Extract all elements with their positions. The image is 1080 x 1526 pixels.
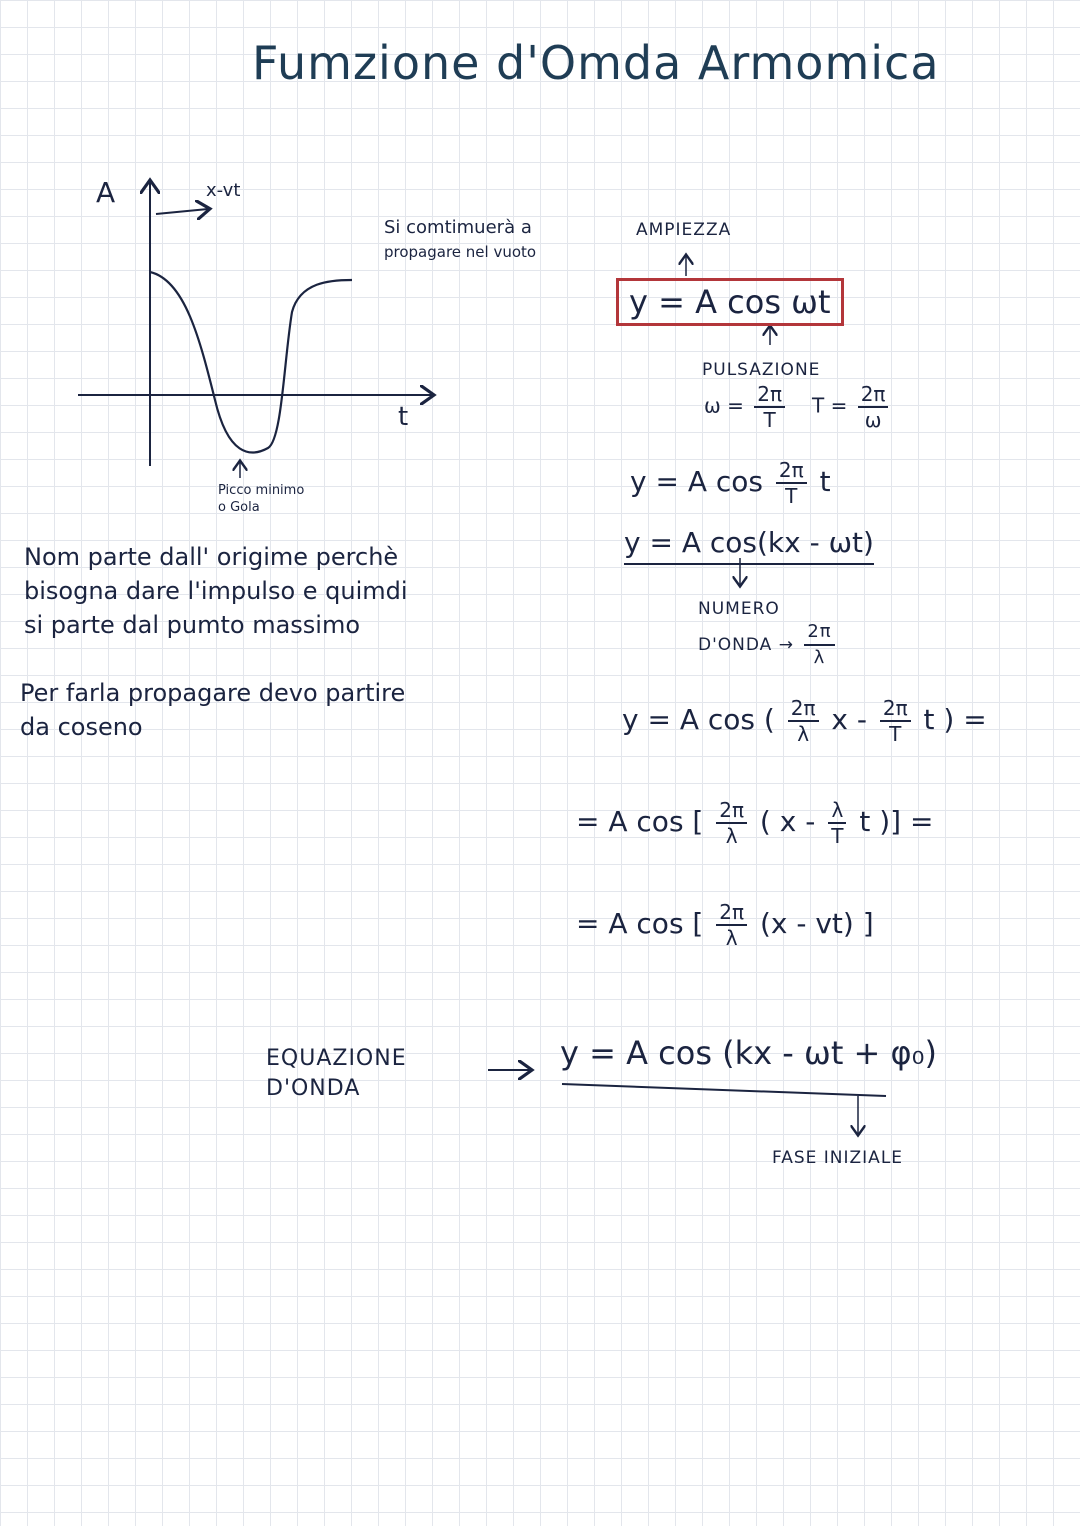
eq-step2: = A cos [ $\frac{2\pi}{\lambda}$ (x - vt) ] [576, 900, 874, 950]
eq-expanded-frac1-num: 2π [788, 696, 819, 722]
eq-expanded-frac1 [788, 696, 819, 746]
omega-definition [704, 382, 789, 432]
numero-arrow-symbol: → [778, 635, 794, 655]
main-equation: y = A cos ωt [616, 278, 844, 326]
eq-step2-frac [716, 900, 747, 950]
omega-denominator: T [763, 408, 776, 432]
eq-step1-frac1-den: λ [725, 824, 738, 848]
omega-numerator: 2π [754, 382, 785, 408]
omega-fraction [754, 382, 785, 432]
origin-note-line1: Nom parte dall' origime perchè [24, 543, 399, 571]
eq-expanded-equals: = [963, 703, 987, 736]
eq-step1-frac1 [716, 798, 747, 848]
wave-curve [150, 272, 352, 452]
fase-label: FASE INIZIALE [772, 1148, 904, 1168]
eq-step1-frac2 [828, 798, 846, 848]
motion-label: x-vt [206, 180, 241, 201]
eq-step2-lhs: = A cos [576, 907, 684, 940]
eq-expanded-x: x - [831, 703, 867, 736]
eq-step2-mid: (x - vt) [759, 907, 854, 940]
k-denominator: λ [813, 647, 826, 668]
eq-step1-lhs: = A cos [576, 805, 684, 838]
numero-label-line2-text: D'ONDA [698, 635, 773, 655]
trough-label-line1: Picco minimo [218, 483, 305, 498]
eq-expanded-lhs: y = A cos [622, 703, 755, 736]
cosine-note-line1: Per farla propagare devo partire [20, 679, 406, 707]
ampiezza-label: AMPIEZZA [636, 220, 732, 240]
k-fraction [804, 620, 834, 670]
numero-label [698, 598, 839, 670]
eq-period-rhs: t [819, 465, 831, 498]
eq-step2-frac-den: λ [725, 926, 738, 950]
eq-step1-equals: = [910, 805, 934, 838]
period-fraction [858, 382, 889, 432]
equazione-label-line1: EQUAZIONE [266, 1046, 407, 1071]
eq-period-lhs: y = A cos [630, 465, 763, 498]
eq-expanded-frac2 [880, 696, 911, 746]
k-numerator: 2π [804, 620, 834, 646]
propagation-note-line1: Si comtimuerà a [384, 217, 532, 238]
numero-label-line2 [698, 620, 839, 670]
trough-label [218, 482, 304, 516]
period-definition [812, 382, 892, 432]
eq-period [630, 458, 831, 508]
propagation-note-line2: propagare nel vuoto [384, 243, 537, 261]
eq-expanded-frac1-den: λ [797, 722, 810, 746]
eq-expanded-frac2-den: T [889, 722, 902, 746]
equazione-label [266, 1044, 407, 1104]
pulsazione-label: PULSAZIONE [702, 360, 821, 380]
origin-note-line3: si parte dal pumto massimo [24, 611, 361, 639]
period-lhs: T = [812, 393, 848, 418]
final-equation: y = A cos (kx - ωt + φ₀) [560, 1034, 937, 1072]
eq-period-denominator: T [785, 484, 798, 508]
omega-lhs: ω = [704, 393, 744, 418]
eq-step1-frac2-den: T [831, 824, 844, 848]
cosine-note-line2: da coseno [20, 713, 143, 741]
origin-note [24, 540, 408, 642]
y-axis-label: A [96, 176, 116, 209]
eq-period-numerator: 2π [776, 458, 807, 484]
trough-label-line2: o Gola [218, 500, 260, 515]
eq-period-fraction [776, 458, 807, 508]
equazione-label-line2: D'ONDA [266, 1076, 361, 1101]
period-denominator: ω [864, 408, 882, 432]
eq-expanded-frac2-num: 2π [880, 696, 911, 722]
eq-expanded: y = A cos ( $\frac{2\pi}{\lambda}$ x - $\frac{2\pi}{T}$ t ) = [622, 696, 987, 746]
eq-step1-mid: x - [779, 805, 816, 838]
eq-k: y = A cos(kx - ωt) [624, 526, 874, 565]
eq-step1-tail: t [859, 805, 871, 838]
propagation-note [384, 216, 536, 264]
eq-step1: = A cos [ $\frac{2\pi}{\lambda}$ ( x - $\frac{\lambda}{T}$ t )] = [576, 798, 934, 848]
final-underline [562, 1084, 886, 1096]
origin-note-line2: bisogna dare l'impulso e quimdi [24, 577, 408, 605]
motion-arrow [156, 209, 208, 214]
period-numerator: 2π [858, 382, 889, 408]
numero-label-line1: NUMERO [698, 599, 780, 619]
cosine-note [20, 676, 405, 744]
page-title: Fumzione d'Omda Armomica [252, 36, 940, 90]
x-axis-label: t [398, 402, 409, 432]
eq-step1-frac2-num: λ [828, 798, 846, 824]
eq-step2-frac-num: 2π [716, 900, 747, 926]
eq-step1-frac1-num: 2π [716, 798, 747, 824]
